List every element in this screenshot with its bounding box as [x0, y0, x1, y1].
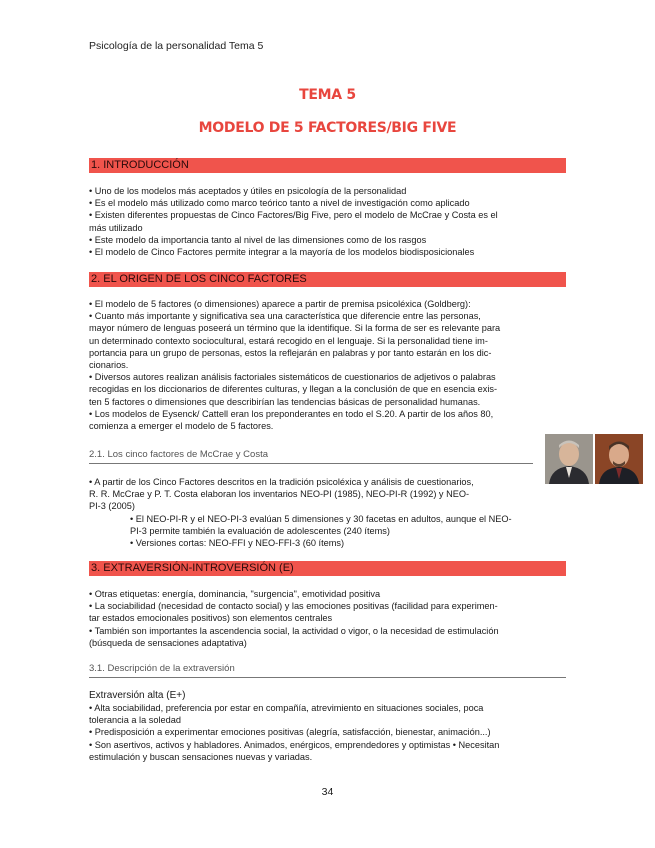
section-heading-introduccion: 1. INTRODUCCIÓN: [89, 158, 566, 173]
text-line: • Existen diferentes propuestas de Cinco Factores/Big Five, pero el modelo de McCrae y Costa es el: [89, 210, 498, 221]
text-line: mayor número de lenguas poseerá un término que la identifique. Si la forma de ser es relevante para: [89, 323, 501, 334]
text-line: • La sociabilidad (necesidad de contacto social) y las emociones positivas (facilidad para experimen-: [89, 601, 498, 612]
text-line: • Alta sociabilidad, preferencia por estar en compañía, atrevimiento en situaciones sociales, poca: [89, 703, 484, 713]
text-line: portancia para un grupo de personas, estos la reflejarán en palabras y por tanto estarán en los dic-: [89, 347, 492, 358]
text-line: R. R. McCrae y P. T. Costa elaboran los inventarios NEO-PI (1985), NEO-PI-R (1992) y NEO-: [89, 489, 470, 500]
author-photo-mccrae: [545, 434, 593, 484]
section-heading-origen: 2. EL ORIGEN DE LOS CINCO FACTORES: [89, 272, 566, 287]
subsection21-body: [89, 476, 533, 513]
text-line: estimulación y buscan sensaciones nuevas y variadas.: [89, 751, 313, 762]
extraversion-alta-label: Extraversión alta (E+): [89, 690, 186, 701]
text-line: ten 5 factores o dimensiones que describirían las tendencias básicas de personalidad humanas.: [89, 396, 481, 407]
text-line: • Predisposición a experimentar emociones positivas (alegría, satisfacción, bienestar, animación...): [89, 727, 491, 738]
running-header: Psicología de la personalidad Tema 5: [89, 40, 264, 52]
text-line: recogidas en los diccionarios de diferentes culturas, y llegan a la conclusión de que en esencia exis-: [89, 384, 498, 395]
subsection31-body: [89, 702, 566, 763]
text-line: • El NEO-PI-R y el NEO-PI-3 evalúan 5 dimensiones y 30 facetas en adultos, aunque el NEO-: [130, 514, 512, 524]
section3-body: [89, 588, 566, 649]
text-line: • A partir de los Cinco Factores descritos en la tradición psicoléxica y análisis de cuestionarios,: [89, 477, 474, 487]
chapter-title: MODELO DE 5 FACTORES/BIG FIVE: [198, 120, 457, 136]
text-line: cionarios.: [89, 360, 129, 371]
text-line: • Los modelos de Eysenck/ Cattell eran los preponderantes en todo el S.20. A partir de los años 80,: [89, 408, 494, 419]
section-heading-extraversion: 3. EXTRAVERSIÓN-INTROVERSIÓN (E): [89, 561, 566, 576]
chapter-number: TEMA 5: [299, 87, 356, 103]
text-line: • También son importantes la ascendencia social, la actividad o vigor, o la necesidad de estimulación: [89, 625, 499, 636]
section2-body: [89, 298, 566, 432]
text-line: tar estados emocionales positivos) son elementos centrales: [89, 613, 333, 624]
text-line: • Uno de los modelos más aceptados y útiles en psicología de la personalidad: [89, 186, 407, 196]
text-line: • Es el modelo más utilizado como marco teórico tanto a nivel de investigación como aplicado: [89, 198, 470, 209]
text-line: • Este modelo da importancia tanto al nivel de las dimensiones como de los rasgos: [89, 234, 427, 245]
text-line: (búsqueda de sensaciones adaptativa): [89, 637, 247, 648]
subsection-heading-mccrae-costa: 2.1. Los cinco factores de McCrae y Costa: [89, 449, 533, 464]
subsection21-indented: [130, 513, 566, 550]
author-photo-costa: [595, 434, 643, 484]
section1-body: [89, 185, 566, 258]
text-line: • Cuanto más importante y significativa sea una característica que diferencie entre las personas,: [89, 311, 481, 322]
text-line: • El modelo de 5 factores (o dimensiones) aparece a partir de premisa psicoléxica (Goldberg):: [89, 299, 471, 309]
text-line: comienza a emerger el modelo de 5 factores.: [89, 421, 274, 432]
text-line: • El modelo de Cinco Factores permite integrar a la mayoría de los modelos biodisposicionales: [89, 247, 475, 258]
text-line: • Son asertivos, activos y habladores. Animados, enérgicos, emprendedores y optimistas • Necesitan: [89, 739, 500, 750]
text-line: • Versiones cortas: NEO-FFI y NEO-FFI-3 (60 ítems): [130, 538, 345, 549]
text-line: un determinado contexto sociocultural, estará recogido en el lenguaje. Si la personalidad tiene im-: [89, 335, 488, 346]
text-line: • Otras etiquetas: energía, dominancia, "surgencia", emotividad positiva: [89, 589, 381, 599]
page-number: 34: [321, 786, 334, 798]
text-line: PI-3 permite también la evaluación de adolescentes (240 ítems): [130, 526, 390, 537]
text-line: PI-3 (2005): [89, 501, 135, 512]
text-line: más utilizado: [89, 222, 143, 233]
subsection-heading-descripcion: 3.1. Descripción de la extraversión: [89, 663, 566, 678]
text-line: • Diversos autores realizan análisis factoriales sistemáticos de cuestionarios de adjetivos o palabras: [89, 372, 496, 383]
text-line: tolerancia a la soledad: [89, 715, 181, 726]
